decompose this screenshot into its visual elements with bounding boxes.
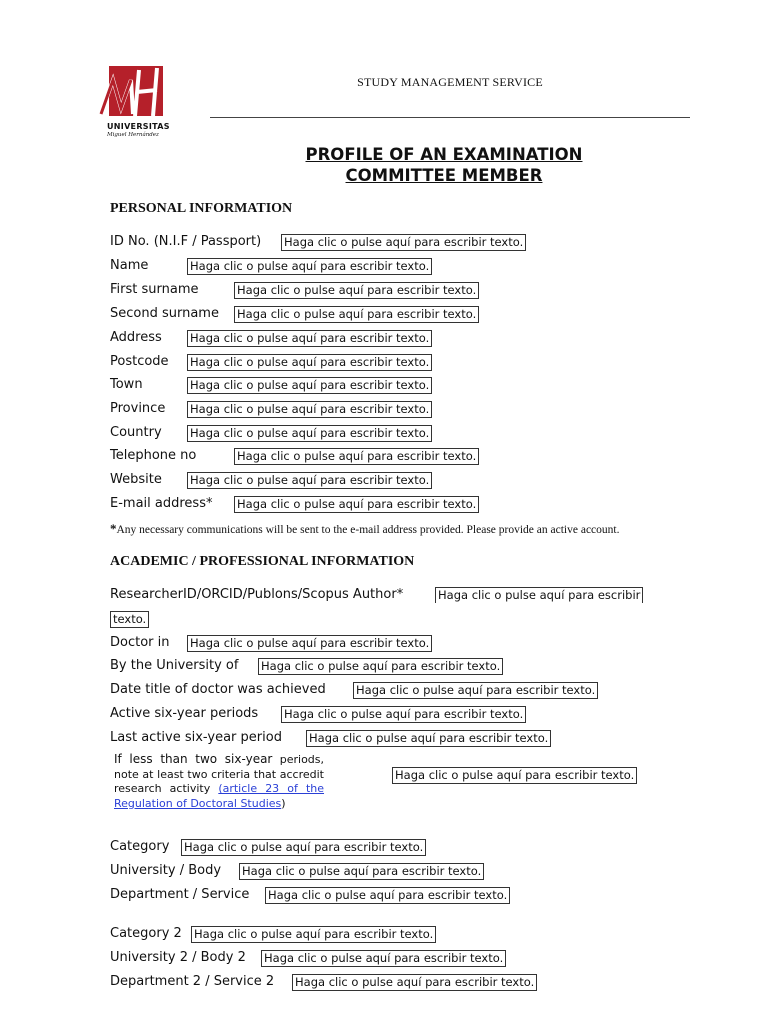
field-email[interactable]: Haga clic o pulse aquí para escribir texto. [234,496,479,513]
label-website: Website [110,472,162,487]
label-id: ID No. (N.I.F / Passport) [110,234,262,249]
field-telephone[interactable]: Haga clic o pulse aquí para escribir texto. [234,448,479,465]
criteria-line1: If less than two six-year [114,752,273,766]
field-address[interactable]: Haga clic o pulse aquí para escribir texto. [187,330,432,347]
field-country[interactable]: Haga clic o pulse aquí para escribir texto. [187,425,432,442]
label-first-surname: First surname [110,282,199,297]
field-website[interactable]: Haga clic o pulse aquí para escribir texto. [187,472,432,489]
label-university-body: University / Body [110,863,222,878]
field-university-of[interactable]: Haga clic o pulse aquí para escribir texto. [258,658,503,675]
title-line-1: PROFILE OF AN EXAMINATION [305,145,583,164]
note-star: * [110,521,117,536]
label-doctor-in: Doctor in [110,635,170,650]
field-postcode[interactable]: Haga clic o pulse aquí para escribir texto. [187,354,432,371]
criteria-line2: periods, note at least two criteria that accredit research activity [114,753,325,795]
label-province: Province [110,401,166,416]
label-country: Country [110,425,162,440]
field-active-periods[interactable]: Haga clic o pulse aquí para escribir texto. [281,706,526,723]
label-category-2: Category 2 [110,926,182,941]
field-date-doctor[interactable]: Haga clic o pulse aquí para escribir texto. [353,682,598,699]
field-name[interactable]: Haga clic o pulse aquí para escribir texto. [187,258,432,275]
label-email: E-mail address* [110,496,213,511]
label-university-body-2: University 2 / Body 2 [110,950,246,965]
label-researcher-id: ResearcherID/ORCID/Publons/Scopus Author* [110,587,404,602]
field-second-surname[interactable]: Haga clic o pulse aquí para escribir texto. [234,306,479,323]
logo-subtext: Miguel Hernández [107,132,159,138]
field-university-body-2[interactable]: Haga clic o pulse aquí para escribir texto. [261,950,506,967]
university-logo [99,64,169,142]
field-department-service-2[interactable]: Haga clic o pulse aquí para escribir texto. [292,974,537,991]
regulation-link[interactable]: (article 23 of the Regulation of Doctoral Studies [114,782,325,810]
field-university-body[interactable]: Haga clic o pulse aquí para escribir texto. [239,863,484,880]
label-postcode: Postcode [110,354,169,369]
field-category-2[interactable]: Haga clic o pulse aquí para escribir texto. [191,926,436,943]
field-town[interactable]: Haga clic o pulse aquí para escribir texto. [187,377,432,394]
criteria-note [114,752,324,811]
label-town: Town [110,377,143,392]
label-department-service-2: Department 2 / Service 2 [110,974,275,989]
field-researcher-id-cont[interactable]: texto. [110,611,149,628]
label-second-surname: Second surname [110,306,219,321]
title-line-2: COMMITTEE MEMBER [345,166,543,185]
label-university-of: By the University of [110,658,239,673]
header-divider [210,117,690,118]
label-address: Address [110,330,162,345]
label-date-doctor: Date title of doctor was achieved [110,682,326,697]
field-category[interactable]: Haga clic o pulse aquí para escribir texto. [181,839,426,856]
field-department-service[interactable]: Haga clic o pulse aquí para escribir texto. [265,887,510,904]
label-category: Category [110,839,170,854]
academic-heading: ACADEMIC / PROFESSIONAL INFORMATION [110,554,415,569]
label-name: Name [110,258,149,273]
field-researcher-id[interactable]: Haga clic o pulse aquí para escribir [435,587,643,603]
logo-text: UNIVERSITAS [107,122,170,131]
label-department-service: Department / Service [110,887,250,902]
field-first-surname[interactable]: Haga clic o pulse aquí para escribir texto. [234,282,479,299]
field-doctor-in[interactable]: Haga clic o pulse aquí para escribir texto. [187,635,432,652]
field-province[interactable]: Haga clic o pulse aquí para escribir texto. [187,401,432,418]
email-note [110,521,619,537]
label-active-periods: Active six-year periods [110,706,259,721]
page-title [230,144,658,186]
field-id[interactable]: Haga clic o pulse aquí para escribir texto. [281,234,526,251]
criteria-end: ) [281,796,286,810]
label-telephone: Telephone no [110,448,197,463]
field-last-period[interactable]: Haga clic o pulse aquí para escribir texto. [306,730,551,747]
personal-heading: PERSONAL INFORMATION [110,201,293,216]
label-last-period: Last active six-year period [110,730,282,745]
field-criteria[interactable]: Haga clic o pulse aquí para escribir texto. [392,767,637,784]
note-text: Any necessary communications will be sent to the e-mail address provided. Please provide an active account. [116,524,620,536]
service-name: STUDY MANAGEMENT SERVICE [357,75,543,89]
